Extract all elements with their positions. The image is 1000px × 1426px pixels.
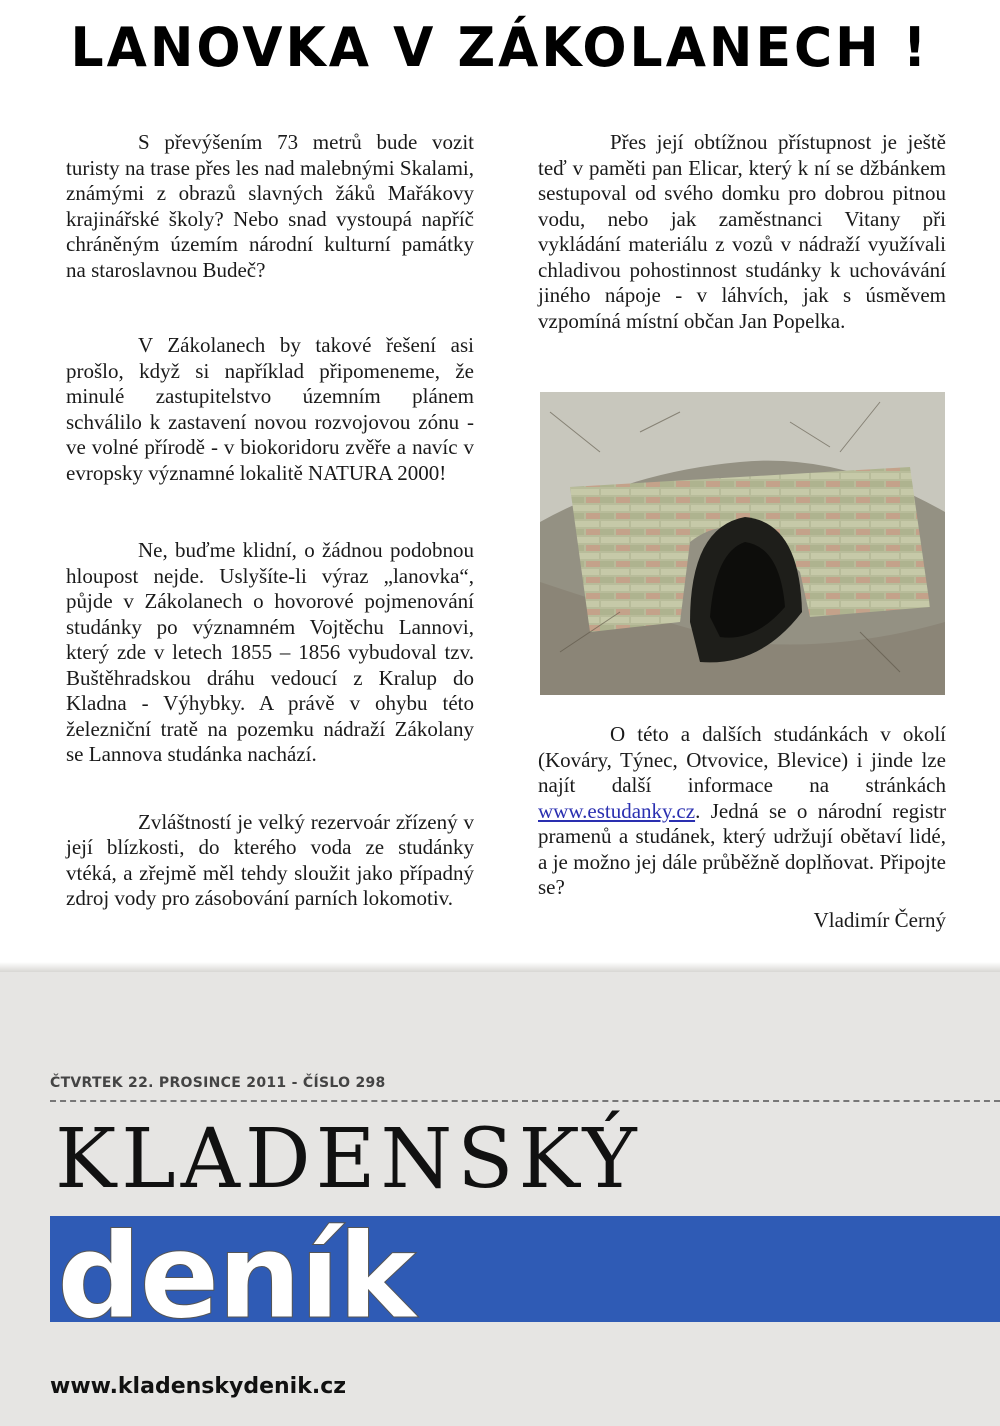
dashed-divider <box>50 1100 1000 1102</box>
paragraph: O této a dalších studánkách v okolí (Kováry, Týnec, Otvovice, Blevice) i jinde lze najít další informace na stránkách www.estudanky.cz. Jedná se o národní registr pramenů a studánek, který udržují obětaví lidé, a je možno jej dále průběžně doplňovat. Připojte se? <box>538 722 946 899</box>
issue-dateline: ČTVRTEK 22. PROSINCE 2011 - ČÍSLO 298 <box>50 1075 386 1091</box>
paragraph: Zvláštností je velký rezervoár zřízený v její blízkosti, do kterého voda ze studánky vtéká, a zřejmě měl tehdy sloužit jako případný zdroj vody pro zásobování parních lokomotiv. <box>66 809 474 910</box>
paragraph: Přes její obtížnou přístupnost je ještě teď v paměti pan Elicar, který k ní se džbánkem sestupoval od svého domku pro dobrou pitnou vodu, nebo jak zaměstnanci Vitany při vykládání materiálu z vozů v nádraží využívali chladivou pohostinnost studánky k uchovávání jiného nápoje - v láhvích, jak s úsměvem vzpomíná místní občan Jan Popelka. <box>538 130 946 333</box>
paragraph: Ne, buďme klidní, o žádnou podobnou hloupost nejde. Uslyšíte-li výraz „lanovka“, půjde v Zákolanech o hovorové pojmenování studánky po významném Vojtěchu Lannovi, který zde v letech 1855 – 1856 vybudoval tzv. Buštěhradskou dráhu vedoucí z Kralup do Kladna - Výhybky. A právě v ohybu této železniční tratě na pozemku nádraží Zákolany se Lannova studánka nachází. <box>66 538 474 766</box>
masthead-top: KLADENSKÝ <box>55 1112 642 1207</box>
right-column <box>538 130 946 334</box>
estudanky-link[interactable]: www.estudanky.cz <box>538 798 696 823</box>
right-column-bottom <box>538 722 946 901</box>
paragraph: S převýšením 73 metrů bude vozit turisty na trase přes les nad malebnými Skalami, známými z obrazů slavných žáků Mařákovy krajinářské školy? Nebo snad vystoupá napříč chráněným územím národní kulturní památky na staroslavnou Budeč? <box>66 130 474 282</box>
paragraph: V Zákolanech by takové řešení asi prošlo, když si například připomeneme, že minulé zastupitelstvo územním plánem schválilo k zastavení novou rozvojovou zónu - ve volné přírodě - v biokoridoru zvěře a navíc v evropsky významné lokalitě NATURA 2000! <box>66 333 474 485</box>
torn-edge <box>0 962 1000 972</box>
well-photo <box>540 392 945 695</box>
author-name: Vladimír Černý <box>813 908 946 932</box>
masthead-bottom: deník <box>57 1207 415 1345</box>
left-column <box>66 130 474 912</box>
brick-well-illustration <box>540 392 945 695</box>
article-headline: LANOVKA V ZÁKOLANECH ! <box>70 16 930 80</box>
newspaper-website: www.kladenskydenik.cz <box>50 1374 347 1399</box>
